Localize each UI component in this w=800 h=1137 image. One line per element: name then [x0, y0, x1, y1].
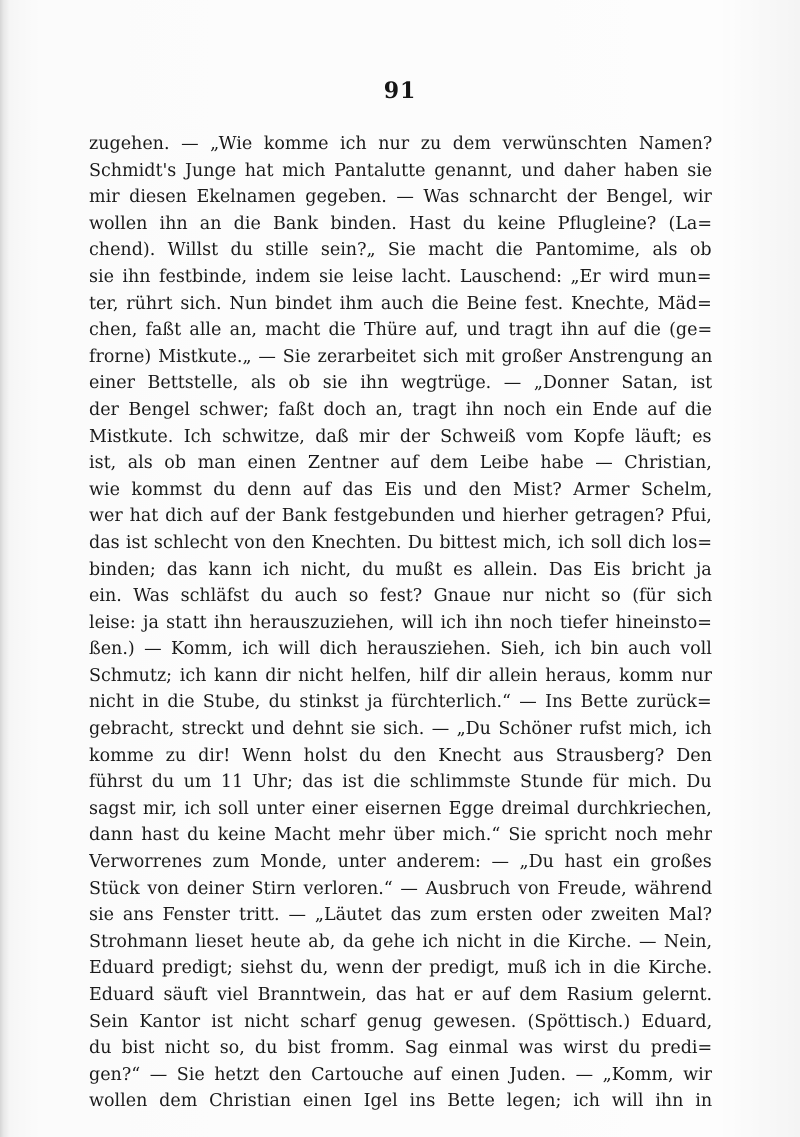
text-line: wer hat dich auf der Bank festgebunden und hierher getragen? Pfui, [89, 506, 712, 527]
text-line: wollen dem Christian einen Igel ins Bette legen; ich will ihn in [89, 1091, 712, 1112]
text-line: dann hast du keine Macht mehr über mich.“ Sie spricht noch mehr [89, 825, 712, 846]
text-line: Eduard säuft viel Branntwein, das hat er auf dem Rasium gelernt. [89, 985, 712, 1005]
text-line: ßen.) — Komm, ich will dich herausziehen. Sieh, ich bin auch voll [89, 639, 712, 660]
text-line: der Bengel schwer; faßt doch an, tragt ihn noch ein Ende auf die [89, 399, 712, 420]
text-line: zugehen. — „Wie komme ich nur zu dem verwünschten Namen? [89, 134, 712, 154]
text-line: ein. Was schläfst du auch so fest? Gnaue nur nicht so (für sich [89, 586, 712, 607]
text-line: leise: ja statt ihn herauszuziehen, will ich ihn noch tiefer hineinsto= [89, 612, 712, 633]
text-line: wollen ihn an die Bank binden. Hast du keine Pflugleine? (La= [89, 213, 712, 234]
text-line: Strohmann lieset heute ab, da gehe ich nicht in die Kirche. — Nein, [89, 931, 712, 952]
text-line: sie ans Fenster tritt. — „Läutet das zum ersten oder zweiten Mal? [89, 905, 712, 926]
text-line: frorne) Mistkute.„ — Sie zerarbeitet sich mit großer Anstrengung an [89, 346, 712, 367]
text-line: Eduard predigt; siehst du, wenn der predigt, muß ich in die Kirche. [89, 958, 712, 979]
text-line: sie ihn festbinde, indem sie leise lacht. Lauschend: „Er wird mun= [89, 266, 712, 287]
text-line: sagst mir, ich soll unter einer eisernen Egge dreimal durchkriechen, [89, 798, 712, 819]
text-line: du bist nicht so, du bist fromm. Sag einmal was wirst du predi= [89, 1038, 712, 1059]
text-line: mir diesen Ekelnamen gegeben. — Was schnarcht der Bengel, wir [89, 187, 712, 208]
text-line: Mistkute. Ich schwitze, daß mir der Schweiß vom Kopfe läuft; es [89, 426, 712, 447]
text-line: gebracht, streckt und dehnt sie sich. — „Du Schöner rufst mich, ich [89, 719, 712, 740]
text-line: komme zu dir! Wenn holst du den Knecht aus Strausberg? Den [89, 745, 712, 766]
text-line: ist, als ob man einen Zentner auf dem Leibe habe — Christian, [89, 453, 712, 474]
text-line: gen?“ — Sie hetzt den Cartouche auf einen Juden. — „Komm, wir [89, 1064, 712, 1085]
text-line: nicht in die Stube, du stinkst ja fürchterlich.“ — Ins Bette zurück= [89, 692, 712, 713]
page-number: 91 [383, 78, 417, 104]
text-line: einer Bettstelle, als ob sie ihn wegtrüge. — „Donner Satan, ist [89, 373, 712, 394]
text-line: führst du um 11 Uhr; das ist die schlimmste Stunde für mich. Du [89, 772, 712, 793]
text-line: wie kommst du denn auf das Eis und den Mist? Armer Schelm, [89, 479, 712, 500]
text-line: Schmutz; ich kann dir nicht helfen, hilf dir allein heraus, komm nur [89, 665, 712, 686]
text-line: Stück von deiner Stirn verloren.“ — Ausbruch von Freude, während [89, 878, 712, 899]
text-line: ter, rührt sich. Nun bindet ihm auch die Beine fest. Knechte, Mäd= [89, 293, 712, 314]
text-line: das ist schlecht von den Knechten. Du bittest mich, ich soll dich los= [89, 532, 712, 553]
text-line: chend). Willst du stille sein?„ Sie macht die Pantomime, als ob [89, 240, 712, 261]
text-line: binden; das kann ich nicht, du mußt es allein. Das Eis bricht ja [89, 559, 712, 580]
body-text [89, 131, 712, 1115]
text-line: Verworrenes zum Monde, unter anderem: — „Du hast ein großes [89, 852, 712, 873]
text-line: Sein Kantor ist nicht scharf genug gewesen. (Spöttisch.) Eduard, [89, 1011, 712, 1032]
text-line: chen, faßt alle an, macht die Thüre auf, und tragt ihn auf die (ge= [89, 320, 712, 341]
text-line: Schmidt's Junge hat mich Pantalutte genannt, und daher haben sie [89, 160, 712, 181]
